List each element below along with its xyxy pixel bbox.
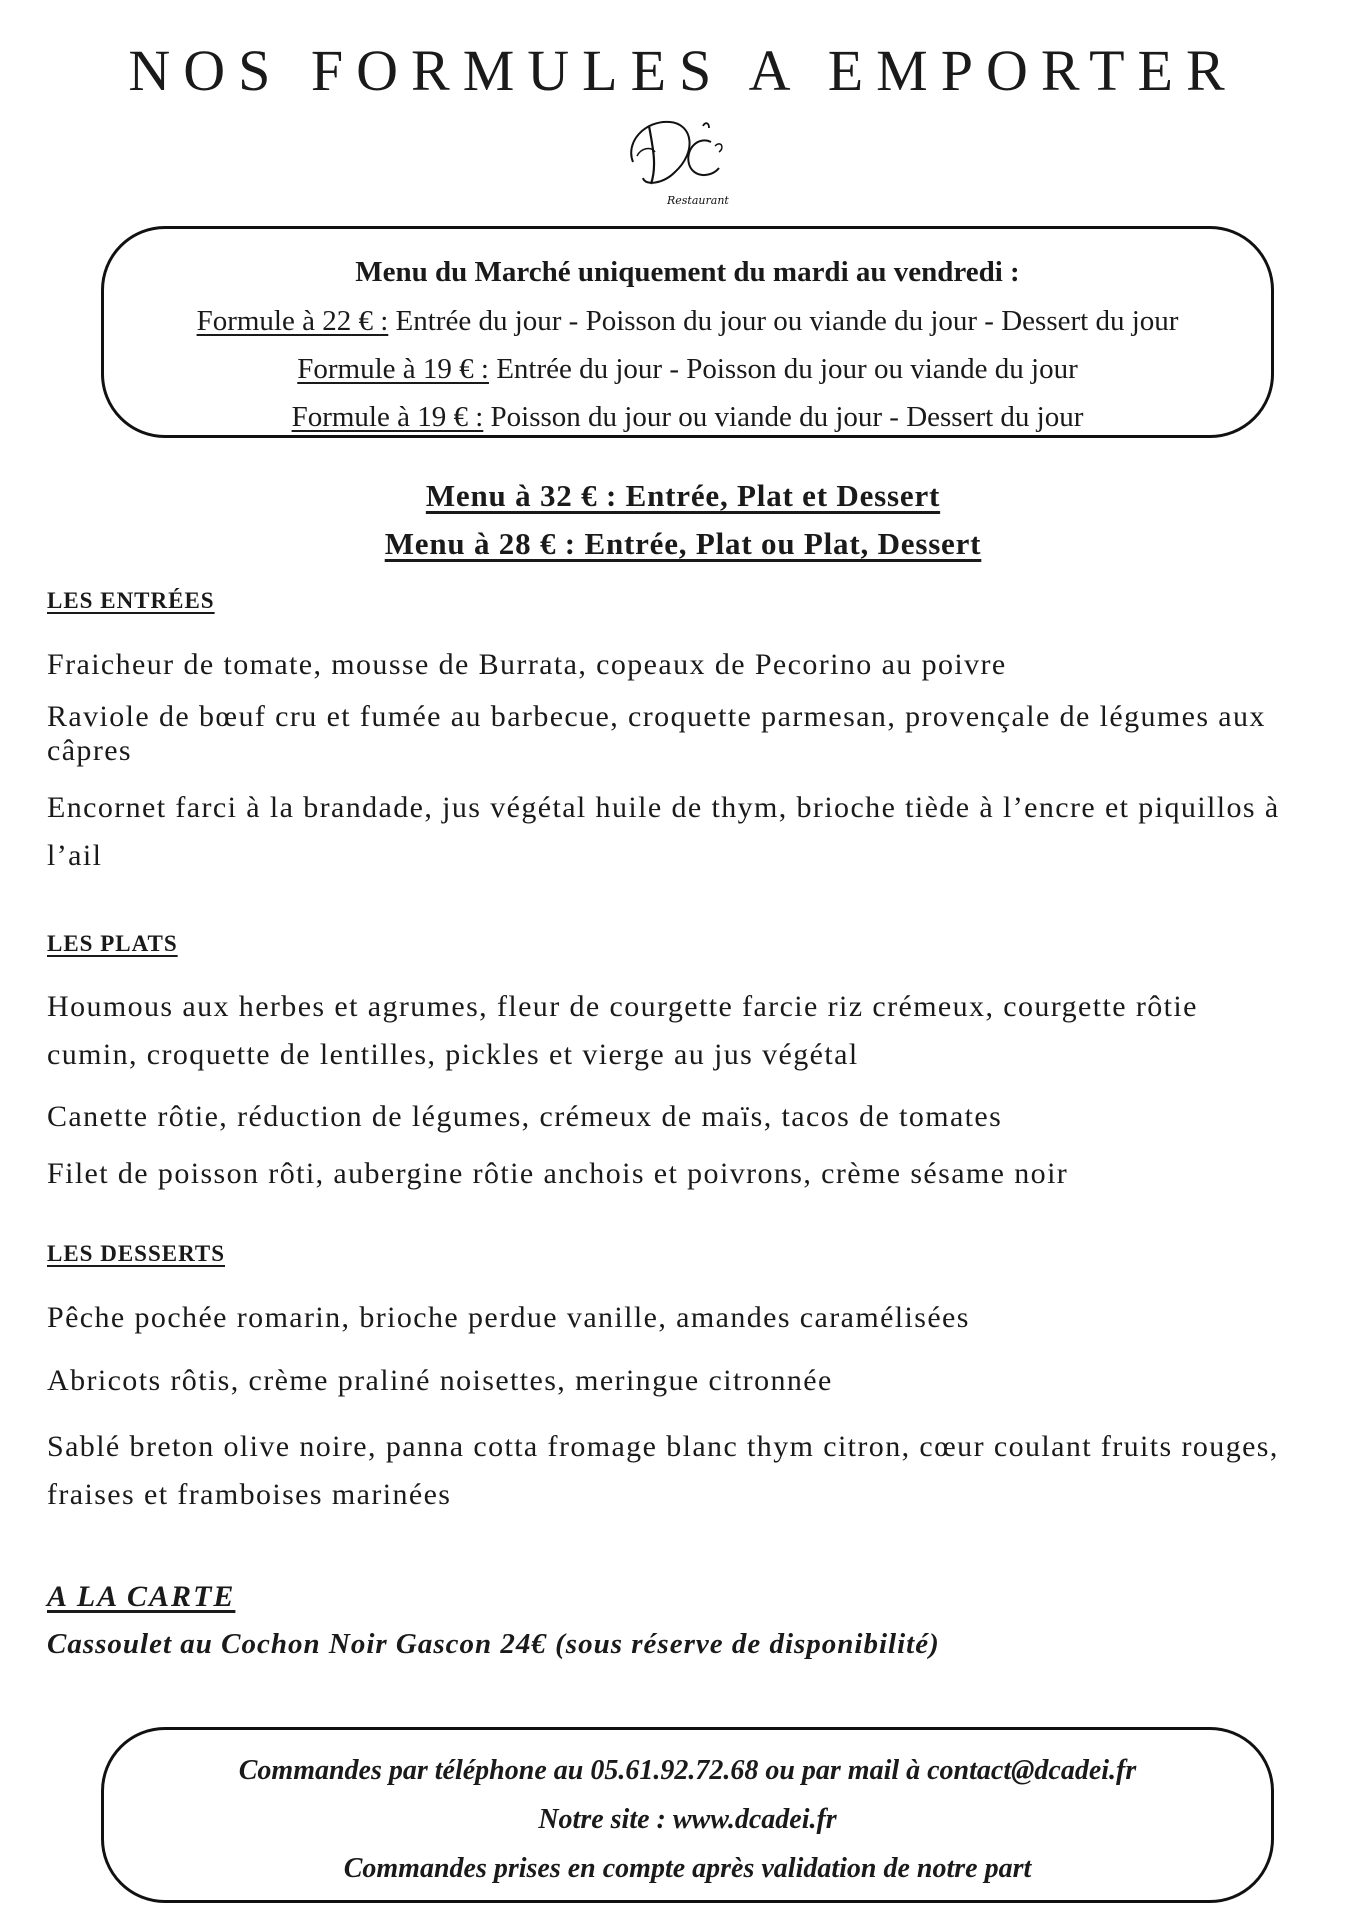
contact-line-phone: Commandes par téléphone au 05.61.92.72.68 ou par mail à contact@dcadei.fr — [238, 1755, 1137, 1786]
formule-text: Entrée du jour - Poisson du jour ou viande du jour - Dessert du jour — [388, 305, 1179, 337]
marche-heading: Menu du Marché uniquement du mardi au vendredi : — [355, 256, 1020, 288]
svg-text:Restaurant: Restaurant — [667, 194, 729, 207]
marche-menu-box — [101, 226, 1274, 438]
section-title-entrees: LES ENTRÉES — [47, 588, 215, 613]
carte-title: A LA CARTE — [47, 1580, 236, 1613]
contact-box — [101, 1727, 1274, 1903]
formule-line — [104, 345, 1271, 393]
dessert-item: Pêche pochée romarin, brioche perdue vanille, amandes caramélisées — [47, 1301, 970, 1334]
formule-text: Entrée du jour - Poisson du jour ou viande du jour — [488, 353, 1078, 385]
section-title-desserts: LES DESSERTS — [47, 1241, 226, 1266]
formule-line — [104, 393, 1271, 441]
formule-label: Formule à 19 € : — [297, 353, 489, 385]
entree-item: Raviole de bœuf cru et fumée au barbecue, croquette parmesan, provençale de légumes aux câpres — [47, 700, 1266, 767]
menu-price-28: Menu à 28 € : Entrée, Plat ou Plat, Dessert — [384, 526, 982, 561]
logo-mark-icon — [615, 112, 755, 214]
plat-item: Filet de poisson rôti, aubergine rôtie anchois et poivrons, crème sésame noir — [47, 1157, 1069, 1190]
formule-label: Formule à 19 € : — [291, 401, 484, 433]
formule-label: Formule à 22 € : — [196, 305, 389, 337]
page-title: NOS FORMULES A EMPORTER — [128, 38, 1238, 103]
carte-item: Cassoulet au Cochon Noir Gascon 24€ (sous réserve de disponibilité) — [47, 1628, 940, 1660]
entree-item: Encornet farci à la brandade, jus végétal huile de thym, brioche tiède à l’encre et piquillos à l’ail — [47, 791, 1280, 872]
menu-prices — [0, 472, 1366, 568]
plat-item: Houmous aux herbes et agrumes, fleur de courgette farcie riz crémeux, courgette rôtie cumin, croquette de lentilles, pickles et vierge au jus végétal — [47, 990, 1198, 1071]
plat-item: Canette rôtie, réduction de légumes, crémeux de maïs, tacos de tomates — [47, 1100, 1003, 1133]
restaurant-logo — [615, 112, 755, 214]
dessert-item: Abricots rôtis, crème praliné noisettes, meringue citronnée — [47, 1364, 833, 1397]
contact-line-site: Notre site : www.dcadei.fr — [538, 1804, 837, 1835]
section-title-plats: LES PLATS — [47, 931, 178, 956]
formule-line — [104, 297, 1271, 345]
menu-price-32: Menu à 32 € : Entrée, Plat et Dessert — [425, 478, 941, 513]
entree-item: Fraicheur de tomate, mousse de Burrata, copeaux de Pecorino au poivre — [47, 648, 1007, 681]
dessert-item: Sablé breton olive noire, panna cotta fromage blanc thym citron, cœur coulant fruits rouges, fraises et framboises marinées — [47, 1430, 1279, 1511]
contact-line-note: Commandes prises en compte après validation de notre part — [343, 1853, 1032, 1884]
formule-text: Poisson du jour ou viande du jour - Dessert du jour — [483, 401, 1084, 433]
